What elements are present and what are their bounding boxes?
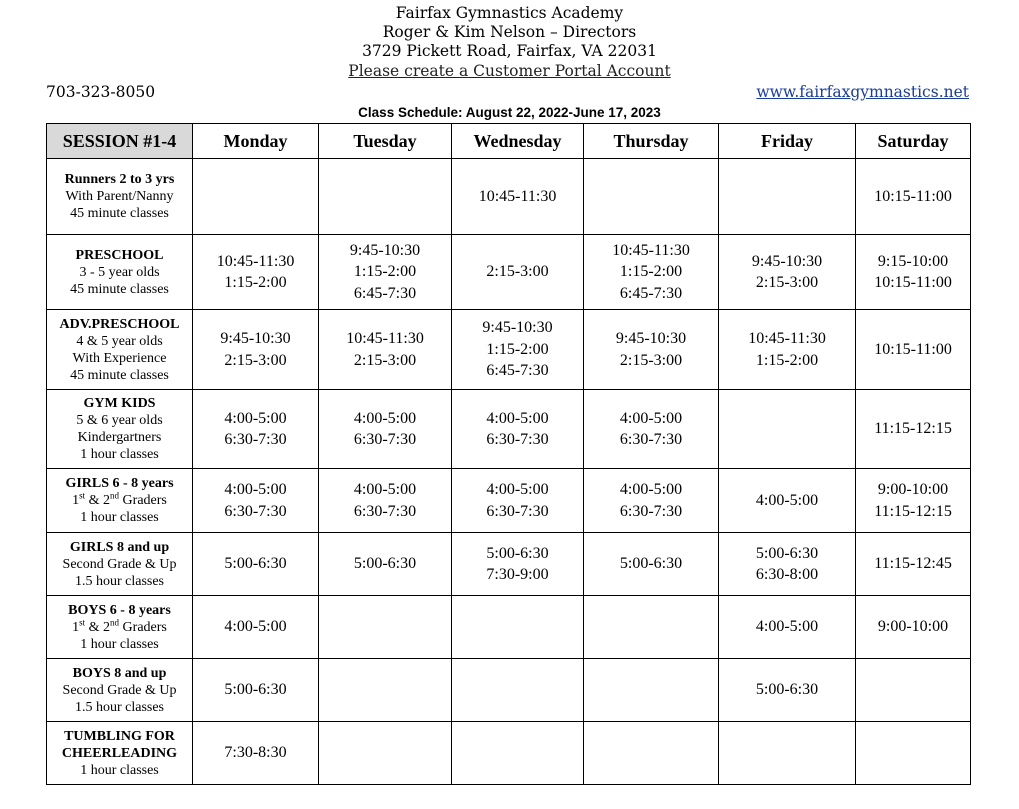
- schedule-cell-wednesday: [452, 310, 584, 390]
- schedule-cell-friday: [719, 596, 856, 659]
- schedule-cell-thursday: [584, 659, 719, 722]
- table-row: [47, 596, 971, 659]
- schedule-cell-monday: [193, 722, 319, 785]
- schedule-cell-monday: [193, 159, 319, 235]
- class-time: 9:00-10:00: [877, 618, 949, 636]
- schedule-cell-thursday: [584, 390, 719, 469]
- class-title: Runners 2 to 3 yrs: [64, 172, 175, 187]
- header-session: SESSION #1-4: [47, 124, 193, 159]
- class-time: 2:15-3:00: [224, 351, 287, 369]
- class-label-cell: [47, 722, 193, 785]
- schedule-cell-friday: [719, 722, 856, 785]
- schedule-cell-saturday: [856, 235, 971, 310]
- class-time: 2:15-3:00: [353, 351, 417, 369]
- class-time: 2:15-3:00: [486, 263, 549, 281]
- schedule-cell-tuesday: [319, 310, 452, 390]
- class-title: PRESCHOOL: [75, 247, 164, 263]
- class-label-cell: [47, 390, 193, 469]
- schedule-title: Class Schedule: August 22, 2022-June 17, 2023: [358, 105, 661, 120]
- class-time: 9:15-10:00: [877, 252, 949, 270]
- class-time: 1:15-2:00: [755, 351, 819, 369]
- schedule-cell-monday: [193, 533, 319, 596]
- schedule-cell-monday: [193, 469, 319, 533]
- class-label-cell: [47, 659, 193, 722]
- class-time: 4:00-5:00: [353, 409, 417, 427]
- class-description-line: 45 minute classes: [70, 281, 169, 297]
- header-saturday: Saturday: [856, 124, 971, 159]
- schedule-cell-thursday: [584, 159, 719, 235]
- class-time: 4:00-5:00: [224, 618, 287, 636]
- class-time: 4:00-5:00: [224, 409, 287, 427]
- class-time: 10:45-11:30: [748, 330, 826, 347]
- schedule-cell-thursday: [584, 235, 719, 310]
- address-line: 3729 Pickett Road, Fairfax, VA 22031: [362, 42, 657, 60]
- class-time: 4:00-5:00: [755, 491, 819, 509]
- class-description-line: 1 hour classes: [80, 762, 159, 778]
- class-time: 6:30-8:00: [755, 566, 819, 583]
- class-time: 6:45-7:30: [619, 284, 683, 302]
- class-description-line: 45 minute classes: [70, 206, 169, 221]
- class-description-line: Kindergartners: [77, 430, 162, 445]
- class-grade-description: 1st & 2nd Graders: [72, 616, 167, 635]
- schedule-cell-saturday: [856, 659, 971, 722]
- schedule-cell-monday: [193, 235, 319, 310]
- website-link[interactable]: www.fairfaxgymnastics.net: [756, 83, 969, 101]
- table-row: [47, 390, 971, 469]
- class-time: 6:30-7:30: [224, 431, 287, 448]
- directors-line: Roger & Kim Nelson – Directors: [382, 23, 637, 41]
- header-wednesday: Wednesday: [452, 124, 584, 159]
- class-description-line: 1.5 hour classes: [74, 699, 165, 715]
- class-description-line: 1 hour classes: [80, 447, 159, 462]
- schedule-cell-friday: [719, 659, 856, 722]
- schedule-cell-wednesday: [452, 235, 584, 310]
- table-row: [47, 533, 971, 596]
- schedule-cell-wednesday: [452, 159, 584, 235]
- schedule-cell-monday: [193, 390, 319, 469]
- schedule-cell-saturday: [856, 469, 971, 533]
- class-time: 7:30-9:00: [486, 566, 549, 583]
- class-time: 4:00-5:00: [486, 481, 549, 498]
- class-time: 10:45-11:30: [216, 252, 295, 270]
- schedule-cell-tuesday: [319, 469, 452, 533]
- class-title: TUMBLING FOR CHEERLEADING: [61, 728, 178, 761]
- class-time: 6:30-7:30: [619, 502, 683, 520]
- class-time: 9:00-10:00: [877, 481, 949, 498]
- table-row: [47, 310, 971, 390]
- schedule-cell-friday: [719, 159, 856, 235]
- class-description-line: 1.5 hour classes: [74, 573, 165, 589]
- class-description-line: 45 minute classes: [70, 367, 169, 383]
- class-time: 10:45-11:30: [612, 241, 690, 259]
- class-time: 6:30-7:30: [353, 431, 417, 448]
- class-title: BOYS 8 and up: [72, 665, 167, 681]
- class-time: 5:00-6:30: [755, 681, 819, 699]
- table-row: [47, 722, 971, 785]
- class-time: 10:15-11:00: [874, 340, 952, 358]
- class-description-line: 1 hour classes: [80, 636, 159, 652]
- class-title: BOYS 6 - 8 years: [68, 602, 171, 618]
- table-row: [47, 469, 971, 533]
- class-time: 9:45-10:30: [615, 330, 687, 347]
- schedule-cell-thursday: [584, 310, 719, 390]
- class-time: 6:30-7:30: [619, 431, 683, 448]
- header-friday: Friday: [719, 124, 856, 159]
- class-label-cell: [47, 159, 193, 235]
- class-time: 6:30-7:30: [486, 502, 549, 520]
- schedule-cell-tuesday: [319, 390, 452, 469]
- class-title: GYM KIDS: [83, 396, 156, 411]
- schedule-cell-tuesday: [319, 596, 452, 659]
- class-time: 10:15-11:00: [874, 274, 952, 291]
- customer-portal-link[interactable]: Please create a Customer Portal Account: [348, 62, 671, 80]
- class-time: 2:15-3:00: [619, 351, 683, 369]
- class-time: 11:15-12:15: [874, 420, 952, 438]
- class-description-line: 1 hour classes: [80, 510, 159, 525]
- class-time: 9:45-10:30: [751, 252, 823, 270]
- schedule-cell-tuesday: [319, 659, 452, 722]
- class-time: 10:45-11:30: [478, 187, 557, 205]
- schedule-cell-wednesday: [452, 596, 584, 659]
- class-time: 4:00-5:00: [619, 409, 683, 427]
- class-time: 5:00-6:30: [224, 681, 287, 699]
- schedule-cell-thursday: [584, 722, 719, 785]
- schedule-cell-thursday: [584, 533, 719, 596]
- phone-number: 703-323-8050: [46, 83, 156, 101]
- header-thursday: Thursday: [584, 124, 719, 159]
- class-title: GIRLS 6 - 8 years: [65, 476, 174, 491]
- schedule-cell-wednesday: [452, 722, 584, 785]
- class-label-cell: [47, 596, 193, 659]
- schedule-cell-saturday: [856, 159, 971, 235]
- schedule-cell-monday: [193, 310, 319, 390]
- schedule-cell-friday: [719, 235, 856, 310]
- class-time: 9:45-10:30: [482, 319, 553, 337]
- schedule-cell-wednesday: [452, 469, 584, 533]
- academy-name: Fairfax Gymnastics Academy: [395, 4, 624, 22]
- table-header-row: [47, 124, 971, 159]
- class-time: 5:00-6:30: [353, 555, 417, 573]
- class-description-line: 3 - 5 year olds: [79, 264, 160, 280]
- class-description-line: Second Grade & Up: [62, 682, 177, 698]
- schedule-cell-tuesday: [319, 533, 452, 596]
- class-time: 6:45-7:30: [486, 362, 549, 380]
- class-time: 6:30-7:30: [224, 502, 287, 520]
- schedule-cell-thursday: [584, 596, 719, 659]
- schedule-cell-saturday: [856, 722, 971, 785]
- class-time: 4:00-5:00: [619, 481, 683, 498]
- class-time: 9:45-10:30: [220, 330, 291, 347]
- schedule-cell-monday: [193, 596, 319, 659]
- class-time: 1:15-2:00: [486, 340, 549, 358]
- schedule-cell-saturday: [856, 390, 971, 469]
- class-label-cell: [47, 469, 193, 533]
- class-time: 6:30-7:30: [353, 502, 417, 520]
- class-time: 4:00-5:00: [353, 481, 417, 498]
- class-time: 5:00-6:30: [224, 555, 287, 573]
- schedule-cell-thursday: [584, 469, 719, 533]
- class-time: 1:15-2:00: [224, 274, 287, 291]
- class-time: 4:00-5:00: [755, 618, 819, 636]
- class-time: 5:00-6:30: [486, 544, 549, 562]
- class-time: 6:30-7:30: [486, 431, 549, 448]
- class-time: 1:15-2:00: [353, 263, 417, 281]
- class-description-line: With Experience: [72, 350, 167, 366]
- schedule-cell-saturday: [856, 310, 971, 390]
- class-title: GIRLS 8 and up: [69, 539, 170, 555]
- table-row: [47, 235, 971, 310]
- schedule-cell-wednesday: [452, 533, 584, 596]
- schedule-cell-friday: [719, 390, 856, 469]
- schedule-cell-monday: [193, 659, 319, 722]
- class-time: 10:45-11:30: [346, 330, 424, 347]
- schedule-cell-tuesday: [319, 235, 452, 310]
- schedule-cell-saturday: [856, 533, 971, 596]
- table-row: [47, 659, 971, 722]
- class-time: 2:15-3:00: [755, 274, 819, 291]
- class-label-cell: [47, 235, 193, 310]
- class-label-cell: [47, 310, 193, 390]
- class-time: 11:15-12:15: [874, 502, 952, 520]
- table-row: [47, 159, 971, 235]
- class-schedule-table: [46, 123, 971, 785]
- class-description-line: Second Grade & Up: [62, 556, 177, 572]
- class-time: 4:00-5:00: [224, 481, 287, 498]
- class-time: 9:45-10:30: [349, 241, 421, 259]
- class-description-line: With Parent/Nanny: [65, 189, 174, 204]
- class-description-line: 4 & 5 year olds: [76, 333, 163, 349]
- schedule-cell-wednesday: [452, 659, 584, 722]
- schedule-cell-friday: [719, 469, 856, 533]
- class-label-cell: [47, 533, 193, 596]
- schedule-cell-wednesday: [452, 390, 584, 469]
- class-title: ADV.PRESCHOOL: [59, 316, 180, 332]
- schedule-cell-friday: [719, 533, 856, 596]
- schedule-cell-tuesday: [319, 722, 452, 785]
- schedule-cell-friday: [719, 310, 856, 390]
- class-time: 1:15-2:00: [619, 263, 683, 281]
- class-description-line: 5 & 6 year olds: [76, 413, 163, 428]
- schedule-cell-tuesday: [319, 159, 452, 235]
- header-tuesday: Tuesday: [319, 124, 452, 159]
- class-time: 4:00-5:00: [486, 409, 549, 427]
- class-time: 5:00-6:30: [619, 555, 683, 573]
- class-time: 5:00-6:30: [755, 544, 819, 562]
- class-time: 7:30-8:30: [224, 744, 287, 762]
- class-time: 11:15-12:45: [874, 555, 952, 573]
- class-grade-description: 1st & 2nd Graders: [72, 490, 167, 508]
- schedule-cell-saturday: [856, 596, 971, 659]
- class-time: 6:45-7:30: [353, 284, 417, 302]
- class-time: 10:15-11:00: [874, 187, 952, 205]
- header-monday: Monday: [193, 124, 319, 159]
